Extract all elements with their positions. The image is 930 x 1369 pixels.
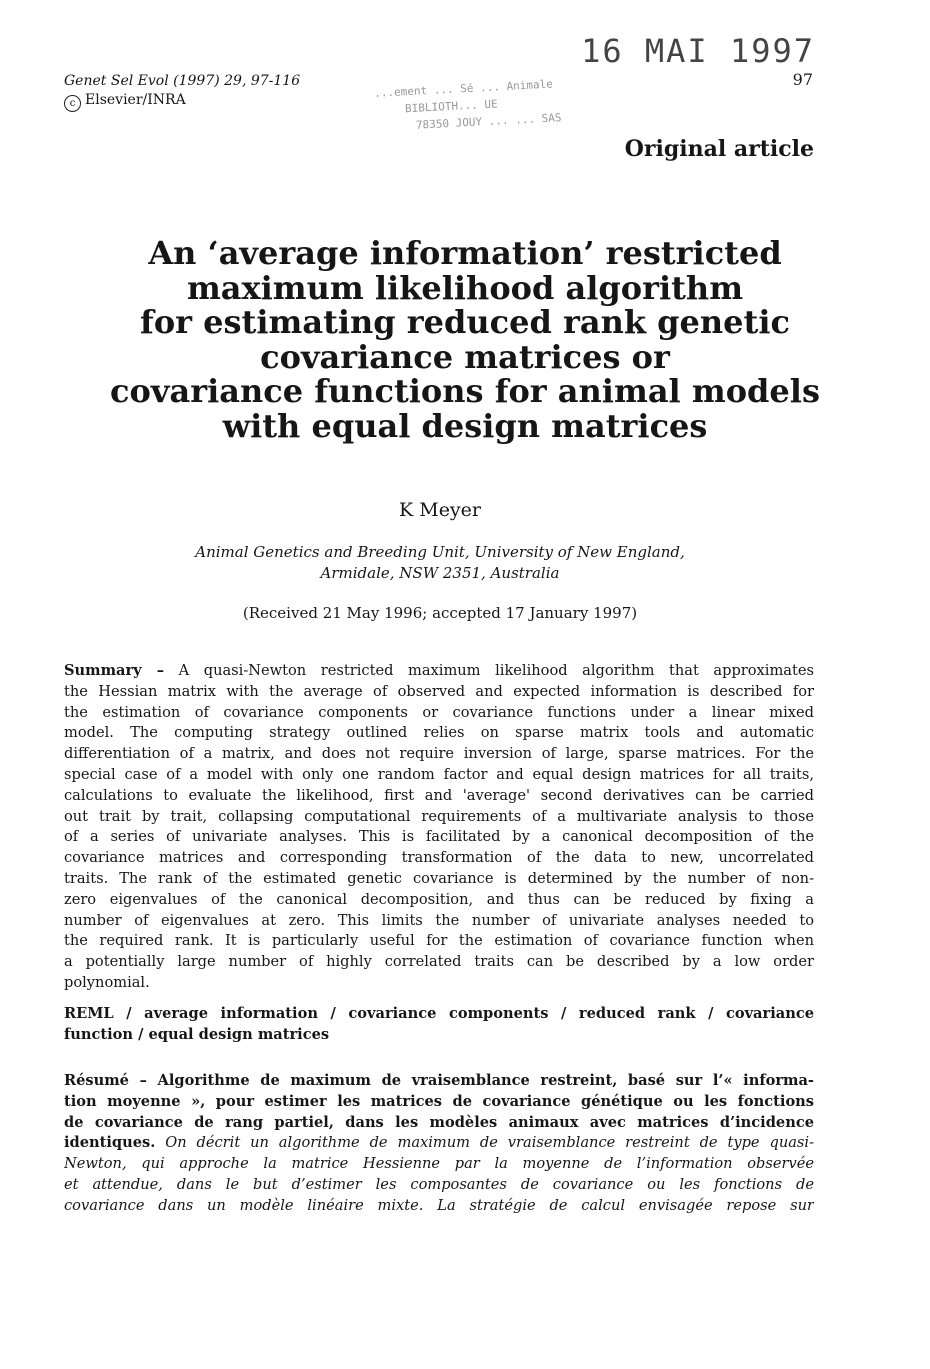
keywords-line: REML / average information / covariance components / reduced rank / covariance <box>64 1005 814 1022</box>
summary-line: polynomial. <box>64 973 150 991</box>
author: K Meyer <box>399 499 481 521</box>
title-line: covariance functions for animal models <box>110 372 820 410</box>
summary-abstract <box>64 661 814 994</box>
copyright-line <box>64 91 300 112</box>
library-stamp-date: 16 MAI 1997 <box>581 32 815 70</box>
stamp-line: 78350 JOUY ... ... SAS <box>415 111 562 132</box>
summary-line: zero eigenvalues of the canonical decomposition, and thus can be reduced by fixing a <box>64 890 814 908</box>
affiliation <box>0 542 880 584</box>
received-dates: (Received 21 May 1996; accepted 17 January 1997) <box>242 604 638 622</box>
summary-line: out trait by trait, collapsing computational requirements of a multivariate analysis to those <box>64 807 814 825</box>
summary-line: the Hessian matrix with the average of observed and expected information is described for <box>64 682 814 700</box>
title-line: with equal design matrices <box>222 406 708 445</box>
title-line: for estimating reduced rank genetic <box>140 303 790 341</box>
resume-line: covariance dans un modèle linéaire mixte. La stratégie de calcul envisagée repose sur <box>64 1196 814 1214</box>
resume-line: et attendue, dans le but d’estimer les composantes de covariance ou les fonctions de <box>64 1175 814 1193</box>
summary-label: Summary – <box>64 662 164 679</box>
summary-line: a potentially large number of highly correlated traits can be described by a low order <box>64 953 814 971</box>
summary-line: special case of a model with only one random factor and equal design matrices for all traits, <box>64 765 814 783</box>
title-line: An ‘average information’ restricted <box>148 234 782 272</box>
resume-line: de covariance de rang partiel, dans les modèles animaux avec matrices d’incidence <box>64 1113 814 1131</box>
affiliation-line: Armidale, NSW 2351, Australia <box>320 564 560 582</box>
summary-line: the estimation of covariance components or covariance functions under a linear mixed <box>64 703 814 721</box>
resume-line: identiques. On décrit un algorithme de maximum de vraisemblance restreint de type quasi- <box>64 1134 814 1152</box>
summary-line: number of eigenvalues at zero. This limits the number of univariate analyses needed to <box>64 911 814 929</box>
title-line: covariance matrices or <box>260 337 670 376</box>
summary-line: Summary – A quasi-Newton restricted maximum likelihood algorithm that approximates <box>64 662 814 679</box>
stamp-line: BIBLIOTH... UE <box>404 97 499 116</box>
article-title <box>60 236 870 443</box>
resume-label: Résumé – <box>64 1072 147 1089</box>
resume-abstract <box>64 1071 814 1217</box>
article-type: Original article <box>624 136 814 162</box>
keywords <box>64 1004 814 1046</box>
summary-line: the required rank. It is particularly useful for the estimation of covariance function when <box>64 932 814 950</box>
summary-line: model. The computing strategy outlined relies on sparse matrix tools and automatic <box>64 724 814 742</box>
library-stamp <box>374 75 562 136</box>
summary-line: calculations to evaluate the likelihood, first and 'average' second derivatives can be carried <box>64 786 814 804</box>
summary-line: traits. The rank of the estimated genetic covariance is determined by the number of non- <box>64 869 814 887</box>
summary-line: covariance matrices and corresponding transformation of the data to new, uncorrelated <box>64 849 814 867</box>
copyright-icon: c <box>64 95 81 112</box>
stamp-line: ...ement ... Sé ... Animale <box>373 77 554 100</box>
title-line: maximum likelihood algorithm <box>186 268 744 307</box>
affiliation-line: Animal Genetics and Breeding Unit, University of New England, <box>195 543 685 561</box>
resume-line: tion moyenne », pour estimer les matrices de covariance génétique ou les fonctions <box>64 1092 814 1110</box>
publisher: Elsevier/INRA <box>85 92 186 108</box>
journal-header <box>64 72 300 112</box>
resume-line: Newton, qui approche la matrice Hessienne par la moyenne de l’information observée <box>64 1155 814 1173</box>
summary-line: of a series of univariate analyses. This is facilitated by a canonical decomposition of the <box>64 828 814 846</box>
journal-citation: Genet Sel Evol (1997) 29, 97-116 <box>64 73 301 89</box>
keywords-line: function / equal design matrices <box>64 1025 330 1043</box>
page-number: 97 <box>792 70 813 89</box>
resume-line: Résumé – Algorithme de maximum de vraisemblance restreint, basé sur l’« informa- <box>64 1072 814 1089</box>
summary-line: differentiation of a matrix, and does not require inversion of large, sparse matrices. For the <box>64 745 814 763</box>
